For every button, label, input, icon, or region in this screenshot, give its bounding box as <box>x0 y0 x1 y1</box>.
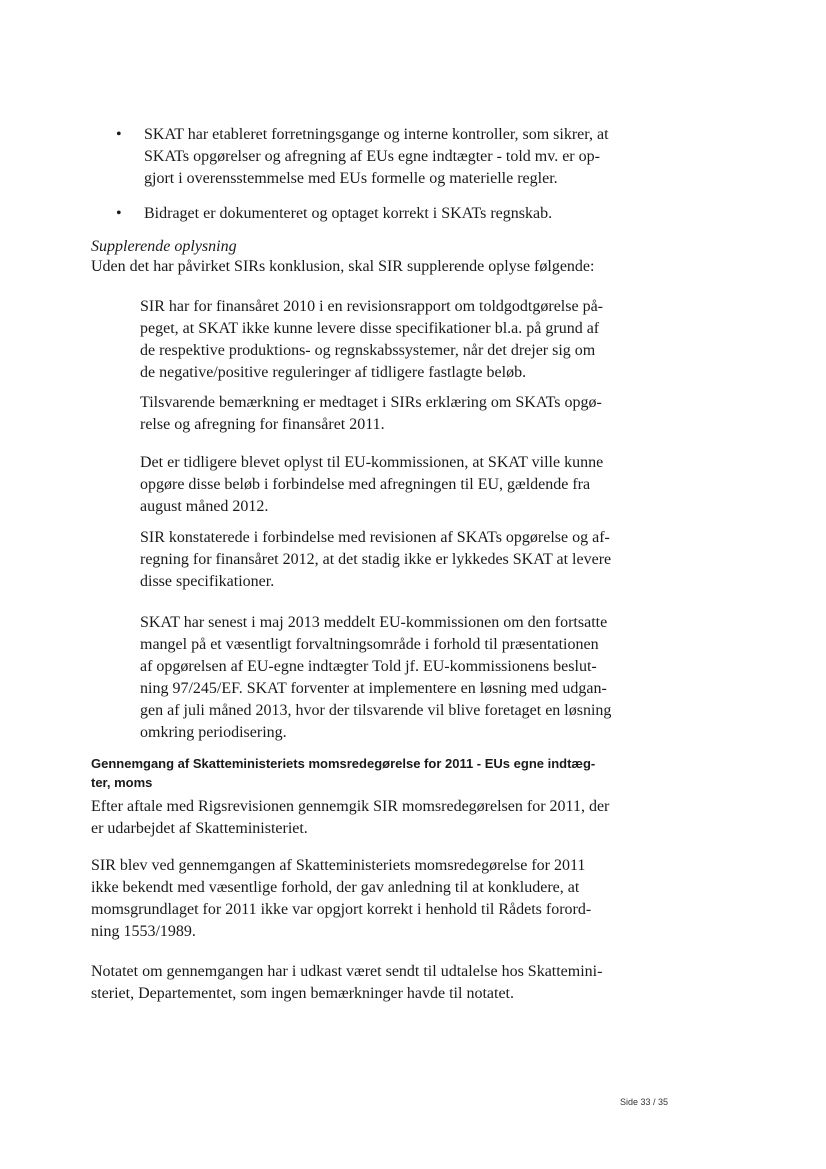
bullet-item <box>108 203 668 225</box>
supplementary-title: Supplerende oplysning <box>91 238 237 255</box>
bullet-dot: • <box>116 126 122 143</box>
bullet-dot: • <box>116 205 122 222</box>
body-paragraph: SIR blev ved gennemgangen af Skatteministeriets momsredegørelse for 2011 ikke bekendt med væsentlige forhold, der gav anledning til at konkludere, at momsgrundlaget for 2011 ikke var opgjort korrekt i henhold til Rådets forord- ning 1553/1989. <box>91 857 592 940</box>
bullet-item <box>108 124 668 190</box>
indented-paragraph: SIR har for finansåret 2010 i en revisionsrapport om toldgodtgørelse på- peget, at SKAT ikke kunne levere disse specifikationer bl.a. på grund af de respektive produktions- og regnskabssystemer, når det drejer sig om de negative/positive reguleringer af tidligere fastlagte beløb. <box>140 298 603 381</box>
supplementary-intro: Uden det har påvirket SIRs konklusion, skal SIR supplerende oplyse følgende: <box>91 258 595 275</box>
indented-paragraph: Det er tidligere blevet oplyst til EU-kommissionen, at SKAT ville kunne opgøre disse beløb i forbindelse med afregningen til EU, gældende fra august måned 2012. <box>140 454 604 515</box>
bullet-text: SKAT har etableret forretningsgange og interne kontroller, som sikrer, at SKATs opgørelser og afregning af EUs egne indtægter - told mv. er op- gjort i overensstemmelse med EUs formelle og materielle regler. <box>144 126 609 187</box>
bullet-text: Bidraget er dokumenteret og optaget korrekt i SKATs regnskab. <box>144 205 553 222</box>
body-paragraph: Notatet om gennemgangen har i udkast været sendt til udtalelse hos Skattemini- steriet, Departementet, som ingen bemærkninger havde til notatet. <box>91 963 603 1002</box>
indented-paragraph: SIR konstaterede i forbindelse med revisionen af SKATs opgørelse og af- regning for finansåret 2012, at det stadig ikke er lykkedes SKAT at levere disse specifikationer. <box>140 529 612 590</box>
page-number: Side 33 / 35 <box>620 1097 669 1107</box>
indented-paragraph: Tilsvarende bemærkning er medtaget i SIRs erklæring om SKATs opgø- relse og afregning for finansåret 2011. <box>140 394 602 433</box>
indented-paragraph: SKAT har senest i maj 2013 meddelt EU-kommissionen om den fortsatte mangel på et væsentligt forvaltningsområde i forhold til præsentationen af opgørelsen af EU-egne indtægter Told jf. EU-kommissionens beslut- ning 97/245/EF. SKAT forventer at implementere en løsning med udgan- gen af juli måned 2013, hvor der tilsvarende vil blive foretaget en løsning omkring periodisering. <box>140 614 612 741</box>
section-heading: Gennemgang af Skatteministeriets momsredegørelse for 2011 - EUs egne indtæg- ter, moms <box>91 756 596 790</box>
body-paragraph: Efter aftale med Rigsrevisionen gennemgik SIR momsredegørelsen for 2011, der er udarbejdet af Skatteministeriet. <box>91 798 610 837</box>
